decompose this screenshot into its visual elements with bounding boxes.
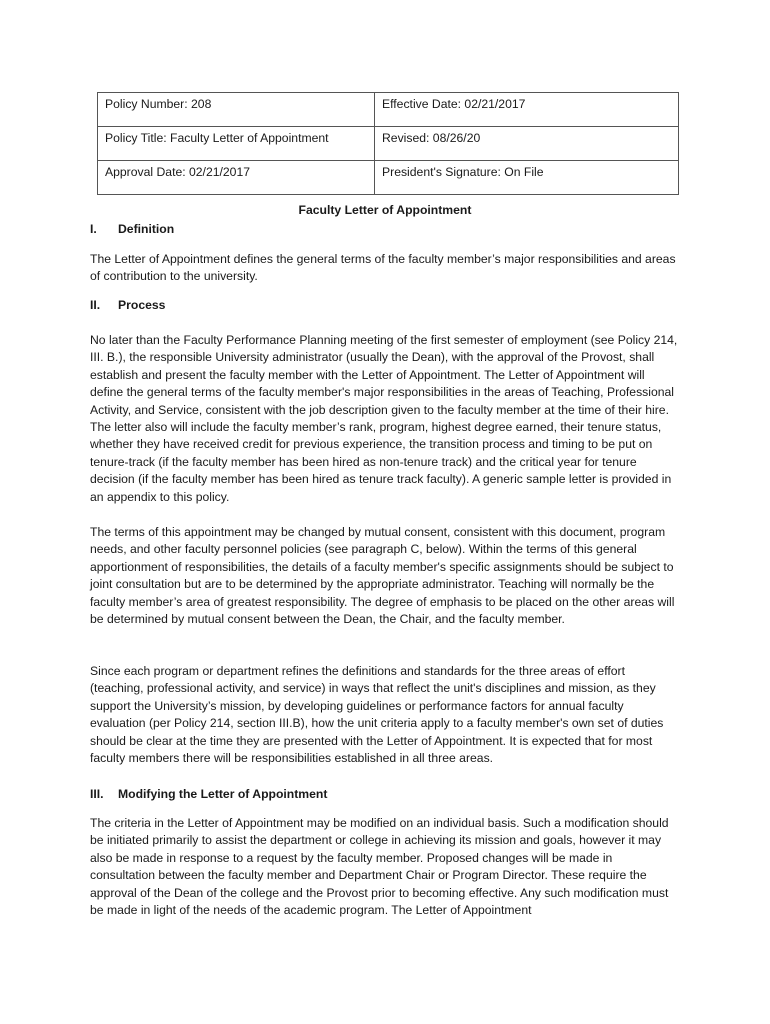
- section-title: Modifying the Letter of Appointment: [118, 787, 328, 801]
- policy-number: Policy Number: 208: [98, 93, 375, 127]
- section-number: III.: [90, 787, 104, 801]
- section-heading-process: [90, 298, 165, 312]
- table-row: [98, 161, 679, 195]
- process-paragraph-2: The terms of this appointment may be changed by mutual consent, consistent with this document, program needs, and other faculty personnel policies (see paragraph C, below). Within the terms of this general apportionment of responsibilities, the details of a faculty member's specific assignments should be subject to joint consultation but are to be determined by the appropriate administrator. Teaching will normally be the faculty member’s area of greatest responsibility. The degree of emphasis to be placed on the other areas will be determined by mutual consent between the Dean, the Chair, and the faculty member.: [90, 525, 675, 627]
- presidents-signature: President's Signature: On File: [375, 161, 679, 195]
- modifying-paragraph: The criteria in the Letter of Appointment may be modified on an individual basis. Such a modification should be initiated primarily to assist the department or college in achieving its mission and goals, however it may also be made in response to a request by the faculty member. Proposed changes will be made in consultation between the faculty member and Department Chair or Program Director. These require the approval of the Dean of the college and the Provost prior to becoming effective. Any such modification must be made in light of the needs of the academic program. The Letter of Appointment: [90, 816, 669, 918]
- process-paragraph-3: Since each program or department refines the definitions and standards for the three areas of effort (teaching, professional activity, and service) in ways that reflect the unit's disciplines and mission, as they support the University’s mission, by developing guidelines or performance factors for annual faculty evaluation (per Policy 214, section III.B), how the unit criteria apply to a faculty member's own set of duties should be clear at the time they are presented with the Letter of Appointment. It is expected that for most faculty members there will be responsibilities established in all three areas.: [90, 664, 664, 766]
- definition-paragraph: The Letter of Appointment defines the general terms of the faculty member’s major responsibilities and areas of contribution to the university.: [90, 252, 676, 284]
- effective-date: Effective Date: 02/21/2017: [375, 93, 679, 127]
- document-title: Faculty Letter of Appointment: [298, 203, 472, 217]
- section-number: I.: [90, 222, 97, 236]
- table-row: [98, 93, 679, 127]
- policy-info-table: [97, 92, 679, 195]
- section-title: Definition: [118, 222, 175, 236]
- section-heading-modifying: [90, 787, 327, 801]
- process-paragraph-1: No later than the Faculty Performance Planning meeting of the first semester of employment (see Policy 214, III. B.), the responsible University administrator (usually the Dean), with the approval of the Provost, shall establish and present the faculty member with the Letter of Appointment. The Letter of Appointment will define the general terms of the faculty member's major responsibilities in the areas of Teaching, Professional Activity, and Service, consistent with the job description given to the faculty member at the time of their hire. The letter also will include the faculty member’s rank, program, highest degree earned, their tenure status, whether they have received credit for previous experience, the transition process and timing to be put on tenure-track (if the faculty member has been hired as non-tenure track) and the critical year for tenure decision (if the faculty member has been hired as tenure track faculty). A generic sample letter is provided in an appendix to this policy.: [90, 333, 678, 504]
- section-title: Process: [118, 298, 166, 312]
- approval-date: Approval Date: 02/21/2017: [98, 161, 375, 195]
- section-heading-definition: [90, 222, 174, 236]
- section-number: II.: [90, 298, 101, 312]
- policy-title: Policy Title: Faculty Letter of Appointment: [98, 127, 375, 161]
- revised-date: Revised: 08/26/20: [375, 127, 679, 161]
- table-row: [98, 127, 679, 161]
